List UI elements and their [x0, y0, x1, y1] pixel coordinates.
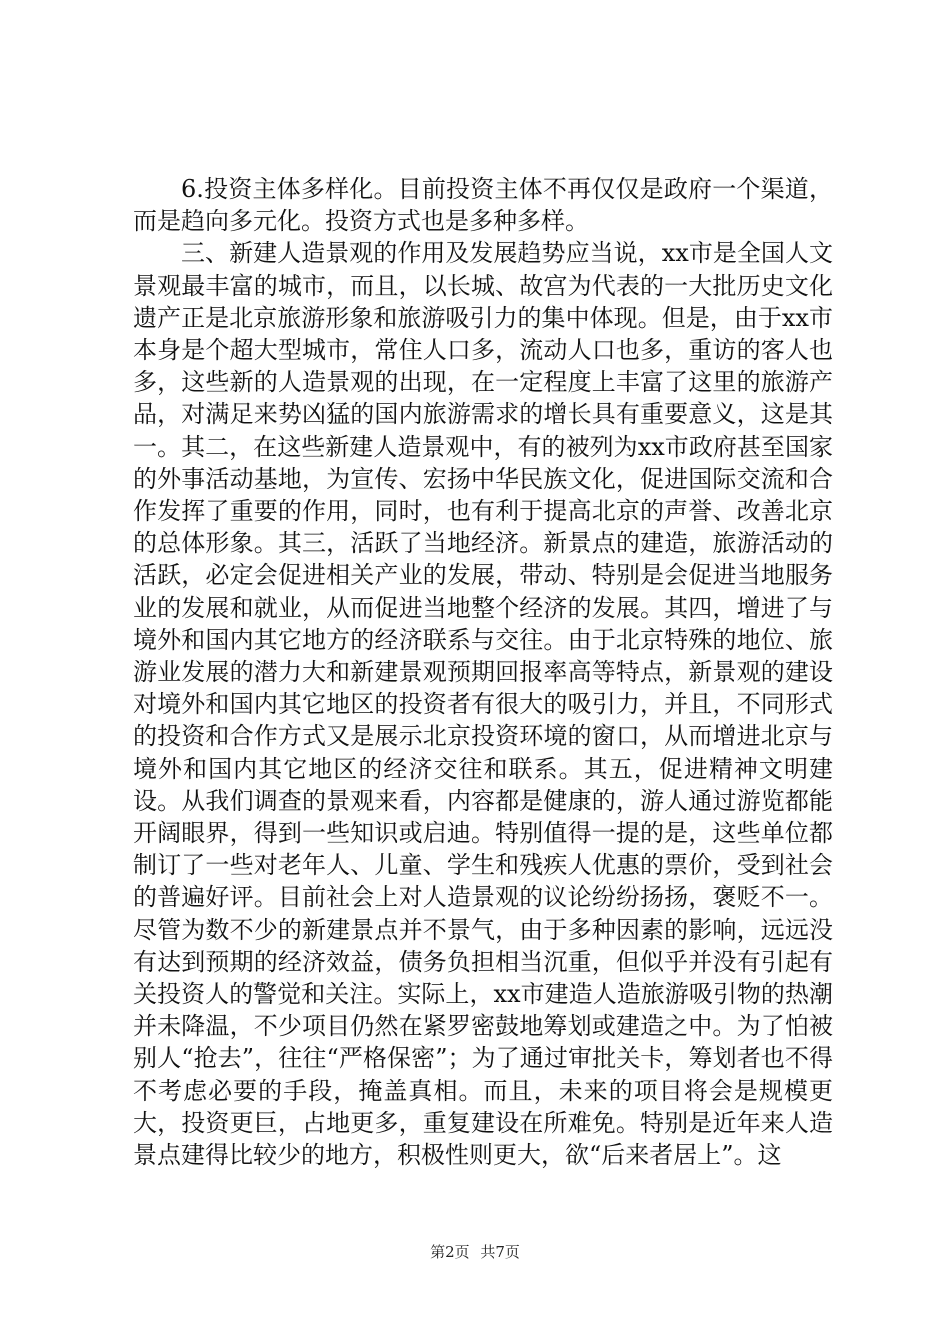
page-footer [0, 1242, 950, 1262]
paragraph-investment-diversification: 6.投资主体多样化。目前投资主体不再仅仅是政府一个渠道，而是趋向多元化。投资方式也是多种多样。 [133, 175, 833, 236]
page-total: 共7页 [480, 1243, 520, 1261]
body-text [133, 173, 833, 1171]
paragraph-artificial-landscape-role: 三、新建人造景观的作用及发展趋势应当说，xx市是全国人文景观最丰富的城市，而且，以长城、故宫为代表的一大批历史文化遗产正是北京旅游形象和旅游吸引力的集中体现。但是，由于xx市本身是个超大型城市，常住人口多，流动人口也多，重访的客人也多，这些新的人造景观的出现，在一定程度上丰富了这里的旅游产品，对满足来势凶猛的国内旅游需求的增长具有重要意义，这是其一。其二，在这些新建人造景观中，有的被列为xx市政府甚至国家的外事活动基地，为宣传、宏扬中华民族文化，促进国际交流和合作发挥了重要的作用，同时，也有利于提高北京的声誉、改善北京的总体形象。其三，活跃了当地经济。新景点的建造，旅游活动的活跃，必定会促进相关产业的发展，带动、特别是会促进当地服务业的发展和就业，从而促进当地整个经济的发展。其四，增进了与境外和国内其它地方的经济联系与交往。由于北京特殊的地位、旅游业发展的潜力大和新建景观预期回报率高等特点，新景观的建设对境外和国内其它地区的投资者有很大的吸引力，并且，不同形式的投资和合作方式又是展示北京投资环境的窗口，从而增进北京与境外和国内其它地区的经济交往和联系。其五，促进精神文明建设。从我们调查的景观来看，内容都是健康的，游人通过游览都能开阔眼界，得到一些知识或启迪。特别值得一提的是，这些单位都制订了一些对老年人、儿童、学生和残疾人优惠的票价，受到社会的普遍好评。目前社会上对人造景观的议论纷纷扬扬，褒贬不一。尽管为数不少的新建景点并不景气，由于多种因素的影响，远远没有达到预期的经济效益，债务负担相当沉重，但似乎并没有引起有关投资人的警觉和关注。实际上，xx市建造人造旅游吸引物的热潮并未降温，不少项目仍然在紧罗密鼓地筹划或建造之中。为了怕被别人“抢去”，往往“严格保密”；为了通过审批关卡，筹划者也不得不考虑必要的手段，掩盖真相。而且，未来的项目将会是规模更大，投资更巨，占地更多，重复建设在所难免。特别是近年来人造景点建得比较少的地方，积极性则更大，欲“后来者居上”。这 [133, 239, 833, 1170]
page-number: 第2页 [430, 1243, 470, 1261]
